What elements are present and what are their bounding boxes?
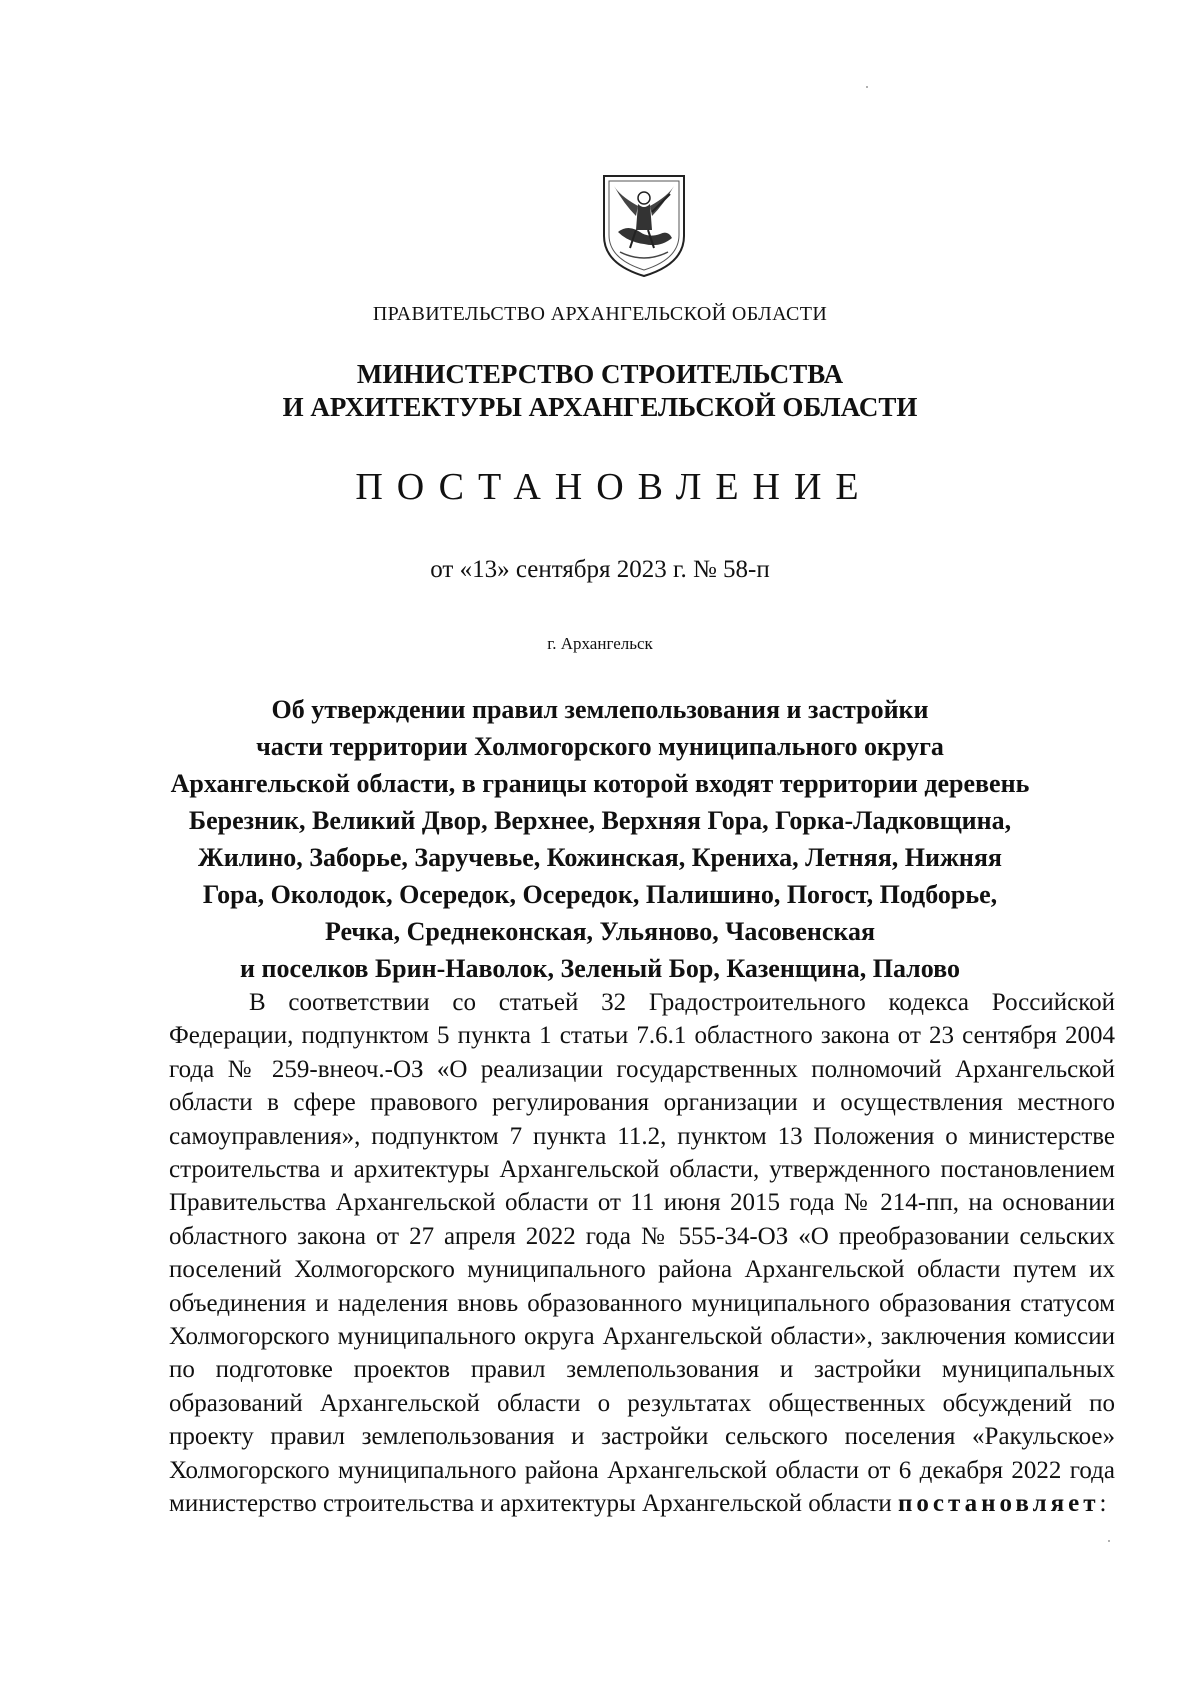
subject-line: Архангельской области, в границы которой входят территории деревень <box>170 769 1030 798</box>
ministry-name-line-1: МИНИСТЕРСТВО СТРОИТЕЛЬСТВА <box>356 359 844 389</box>
ministry-name-line-2: И АРХИТЕКТУРЫ АРХАНГЕЛЬСКОЙ ОБЛАСТИ <box>282 392 918 422</box>
scan-speck <box>866 86 868 88</box>
document-type-title: ПОСТАНОВЛЕНИЕ <box>355 466 873 508</box>
subject-line: части территории Холмогорского муниципального округа <box>256 732 944 761</box>
subject-line: Жилино, Заборье, Заручевье, Кожинская, Крениха, Летняя, Нижняя <box>198 843 1002 872</box>
government-name: ПРАВИТЕЛЬСТВО АРХАНГЕЛЬСКОЙ ОБЛАСТИ <box>372 303 828 325</box>
subject-line: и поселков Брин-Наволок, Зеленый Бор, Казенщина, Палово <box>239 954 960 983</box>
scan-speck <box>1108 1540 1110 1542</box>
subject-line: Гора, Околодок, Осередок, Осередок, Палишино, Погост, Подборье, <box>202 880 998 909</box>
body-paragraph-text: В соответствии со статьей 32 Градостроительного кодекса Российской Федерации, подпунктом 5 пункта 1 статьи 7.6.1 областного закона от 23 сентября 2004 года № 259-внеоч.-ОЗ «О реализации государственных полномочий Архангельской области в сфере правового регулирования организации и осуществления местного самоуправления», подпунктом 7 пункта 11.2, пунктом 13 Положения о министерстве строительства и архитектуры Архангельской области, утвержденного постановлением Правительства Архангельской области от 11 июня 2015 года № 214-пп, на основании областного закона от 27 апреля 2022 года № 555-34-ОЗ «О преобразовании сельских поселений Холмогорского муниципального района Архангельской области путем их объединения и наделения вновь образованного муниципального образования статусом Холмогорского муниципального округа Архангельской области», заключения комиссии по подготовке проектов правил землепользования и застройки муниципальных образований Архангельской области о результатах общественных обсуждений по проекту правил землепользования и застройки сельского поселения «Ракульское» Холмогорского муниципального района Архангельской области от 6 декабря 2022 года министерство строительства и архитектуры Архангельской области <box>169 989 1115 1518</box>
decree-colon: : <box>1099 1490 1107 1518</box>
subject-line: Об утверждении правил землепользования и застройки <box>271 695 929 724</box>
ministry-name <box>0 358 1200 424</box>
subject-line: Речка, Среднеконская, Ульяново, Часовенская <box>324 917 876 946</box>
arkhangelsk-coat-of-arms-icon <box>600 172 688 280</box>
document-city: г. Архангельск <box>547 634 653 653</box>
subject-line: Березник, Великий Двор, Верхнее, Верхняя Гора, Горка-Ладковщина, <box>188 806 1012 835</box>
body-paragraph <box>169 986 1115 1521</box>
decree-word: постановляет <box>898 1490 1100 1518</box>
document-date-number: от «13» сентября 2023 г. № 58-п <box>430 556 770 583</box>
document-subject <box>0 691 1200 987</box>
